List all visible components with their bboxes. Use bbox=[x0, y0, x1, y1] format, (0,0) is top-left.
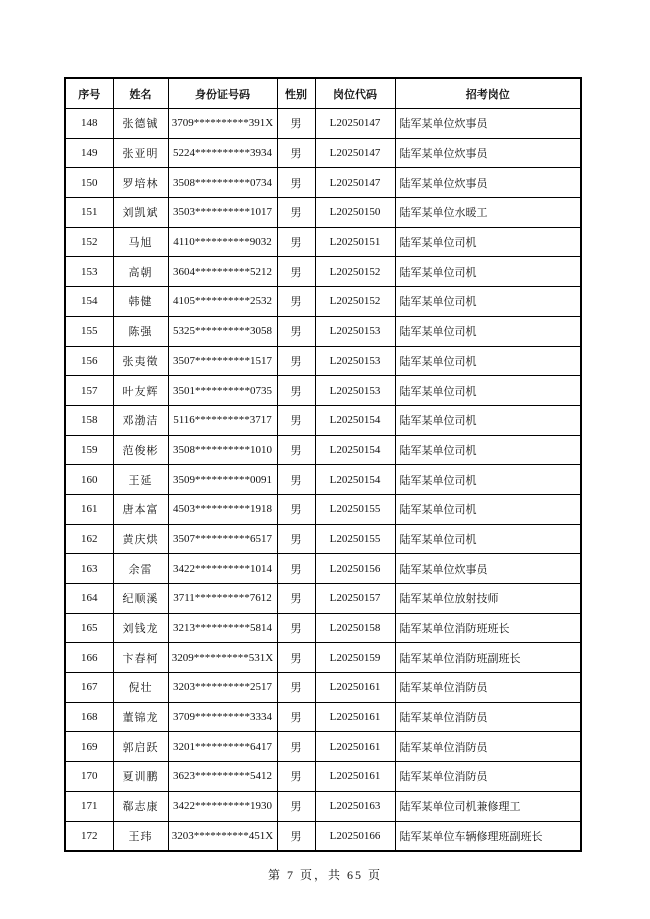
position-cell: 陆军某单位炊事员 bbox=[395, 554, 581, 584]
table-row bbox=[65, 346, 581, 376]
name-cell: 罗培林 bbox=[113, 168, 168, 198]
table-row bbox=[65, 554, 581, 584]
gender-cell: 男 bbox=[277, 316, 315, 346]
job-code-cell: L20250154 bbox=[315, 405, 395, 435]
job-code-cell: L20250151 bbox=[315, 227, 395, 257]
name-cell: 纪顺溪 bbox=[113, 584, 168, 614]
name-cell: 陈强 bbox=[113, 316, 168, 346]
gender-cell: 男 bbox=[277, 584, 315, 614]
position-cell: 陆军某单位消防班班长 bbox=[395, 613, 581, 643]
gender-cell: 男 bbox=[277, 405, 315, 435]
gender-cell: 男 bbox=[277, 643, 315, 673]
table-row bbox=[65, 109, 581, 139]
position-cell: 陆军某单位车辆修理班副班长 bbox=[395, 821, 581, 851]
serial-cell: 151 bbox=[65, 198, 113, 228]
job-code-cell: L20250147 bbox=[315, 109, 395, 139]
gender-cell: 男 bbox=[277, 762, 315, 792]
gender-cell: 男 bbox=[277, 435, 315, 465]
position-cell: 陆军某单位司机 bbox=[395, 494, 581, 524]
job-code-cell: L20250163 bbox=[315, 791, 395, 821]
table-row bbox=[65, 198, 581, 228]
serial-cell: 161 bbox=[65, 494, 113, 524]
name-cell: 董锦龙 bbox=[113, 702, 168, 732]
header-serial: 序号 bbox=[65, 78, 113, 109]
name-cell: 郗志康 bbox=[113, 791, 168, 821]
job-code-cell: L20250161 bbox=[315, 762, 395, 792]
position-cell: 陆军某单位炊事员 bbox=[395, 109, 581, 139]
table-row bbox=[65, 732, 581, 762]
name-cell: 王延 bbox=[113, 465, 168, 495]
gender-cell: 男 bbox=[277, 791, 315, 821]
id-number-cell: 3501**********0735 bbox=[168, 376, 277, 406]
serial-cell: 152 bbox=[65, 227, 113, 257]
serial-cell: 157 bbox=[65, 376, 113, 406]
id-number-cell: 3422**********1930 bbox=[168, 791, 277, 821]
table-row bbox=[65, 287, 581, 317]
id-number-cell: 3201**********6417 bbox=[168, 732, 277, 762]
name-cell: 郭启跃 bbox=[113, 732, 168, 762]
position-cell: 陆军某单位司机 bbox=[395, 465, 581, 495]
table-row bbox=[65, 821, 581, 851]
job-code-cell: L20250155 bbox=[315, 494, 395, 524]
job-code-cell: L20250161 bbox=[315, 702, 395, 732]
name-cell: 马旭 bbox=[113, 227, 168, 257]
serial-cell: 166 bbox=[65, 643, 113, 673]
position-cell: 陆军某单位司机 bbox=[395, 257, 581, 287]
gender-cell: 男 bbox=[277, 227, 315, 257]
position-cell: 陆军某单位司机 bbox=[395, 435, 581, 465]
header-position: 招考岗位 bbox=[395, 78, 581, 109]
table-row bbox=[65, 405, 581, 435]
name-cell: 余雷 bbox=[113, 554, 168, 584]
job-code-cell: L20250166 bbox=[315, 821, 395, 851]
job-code-cell: L20250152 bbox=[315, 257, 395, 287]
position-cell: 陆军某单位炊事员 bbox=[395, 138, 581, 168]
header-name: 姓名 bbox=[113, 78, 168, 109]
gender-cell: 男 bbox=[277, 673, 315, 703]
id-number-cell: 3203**********2517 bbox=[168, 673, 277, 703]
serial-cell: 154 bbox=[65, 287, 113, 317]
name-cell: 王玮 bbox=[113, 821, 168, 851]
gender-cell: 男 bbox=[277, 702, 315, 732]
name-cell: 叶友辉 bbox=[113, 376, 168, 406]
id-number-cell: 3508**********1010 bbox=[168, 435, 277, 465]
gender-cell: 男 bbox=[277, 138, 315, 168]
name-cell: 唐本富 bbox=[113, 494, 168, 524]
gender-cell: 男 bbox=[277, 168, 315, 198]
job-code-cell: L20250159 bbox=[315, 643, 395, 673]
gender-cell: 男 bbox=[277, 346, 315, 376]
position-cell: 陆军某单位放射技师 bbox=[395, 584, 581, 614]
name-cell: 倪壮 bbox=[113, 673, 168, 703]
name-cell: 张夷徵 bbox=[113, 346, 168, 376]
id-number-cell: 3709**********3334 bbox=[168, 702, 277, 732]
job-code-cell: L20250158 bbox=[315, 613, 395, 643]
table-row bbox=[65, 702, 581, 732]
job-code-cell: L20250154 bbox=[315, 435, 395, 465]
table-row bbox=[65, 376, 581, 406]
position-cell: 陆军某单位消防员 bbox=[395, 702, 581, 732]
id-number-cell: 4105**********2532 bbox=[168, 287, 277, 317]
gender-cell: 男 bbox=[277, 198, 315, 228]
job-code-cell: L20250154 bbox=[315, 465, 395, 495]
job-code-cell: L20250153 bbox=[315, 376, 395, 406]
table-row bbox=[65, 138, 581, 168]
position-cell: 陆军某单位炊事员 bbox=[395, 168, 581, 198]
serial-cell: 171 bbox=[65, 791, 113, 821]
header-id-number: 身份证号码 bbox=[168, 78, 277, 109]
serial-cell: 163 bbox=[65, 554, 113, 584]
id-number-cell: 4503**********1918 bbox=[168, 494, 277, 524]
id-number-cell: 3503**********1017 bbox=[168, 198, 277, 228]
position-cell: 陆军某单位司机兼修理工 bbox=[395, 791, 581, 821]
serial-cell: 162 bbox=[65, 524, 113, 554]
id-number-cell: 3507**********6517 bbox=[168, 524, 277, 554]
serial-cell: 158 bbox=[65, 405, 113, 435]
job-code-cell: L20250161 bbox=[315, 732, 395, 762]
position-cell: 陆军某单位司机 bbox=[395, 346, 581, 376]
position-cell: 陆军某单位司机 bbox=[395, 524, 581, 554]
name-cell: 刘钱龙 bbox=[113, 613, 168, 643]
id-number-cell: 3509**********0091 bbox=[168, 465, 277, 495]
id-number-cell: 5325**********3058 bbox=[168, 316, 277, 346]
table-row bbox=[65, 613, 581, 643]
id-number-cell: 3508**********0734 bbox=[168, 168, 277, 198]
job-code-cell: L20250152 bbox=[315, 287, 395, 317]
job-code-cell: L20250147 bbox=[315, 138, 395, 168]
job-code-cell: L20250150 bbox=[315, 198, 395, 228]
header-gender: 性别 bbox=[277, 78, 315, 109]
name-cell: 韩健 bbox=[113, 287, 168, 317]
gender-cell: 男 bbox=[277, 376, 315, 406]
id-number-cell: 3711**********7612 bbox=[168, 584, 277, 614]
table-row bbox=[65, 494, 581, 524]
gender-cell: 男 bbox=[277, 494, 315, 524]
table-row bbox=[65, 524, 581, 554]
gender-cell: 男 bbox=[277, 465, 315, 495]
gender-cell: 男 bbox=[277, 613, 315, 643]
serial-cell: 167 bbox=[65, 673, 113, 703]
gender-cell: 男 bbox=[277, 821, 315, 851]
table-row bbox=[65, 465, 581, 495]
name-cell: 卞春柯 bbox=[113, 643, 168, 673]
position-cell: 陆军某单位水暖工 bbox=[395, 198, 581, 228]
serial-cell: 156 bbox=[65, 346, 113, 376]
gender-cell: 男 bbox=[277, 287, 315, 317]
table-row bbox=[65, 257, 581, 287]
id-number-cell: 3623**********5412 bbox=[168, 762, 277, 792]
table-row bbox=[65, 584, 581, 614]
table-row bbox=[65, 227, 581, 257]
table-row bbox=[65, 435, 581, 465]
position-cell: 陆军某单位消防员 bbox=[395, 732, 581, 762]
id-number-cell: 3209**********531X bbox=[168, 643, 277, 673]
id-number-cell: 3213**********5814 bbox=[168, 613, 277, 643]
serial-cell: 150 bbox=[65, 168, 113, 198]
name-cell: 张亚明 bbox=[113, 138, 168, 168]
recruitment-roster-table bbox=[64, 77, 582, 852]
id-number-cell: 5116**********3717 bbox=[168, 405, 277, 435]
id-number-cell: 3507**********1517 bbox=[168, 346, 277, 376]
gender-cell: 男 bbox=[277, 554, 315, 584]
name-cell: 黄庆烘 bbox=[113, 524, 168, 554]
serial-cell: 148 bbox=[65, 109, 113, 139]
page-number-footer: 第 7 页，共 65 页 bbox=[267, 868, 382, 882]
serial-cell: 164 bbox=[65, 584, 113, 614]
table-header-row bbox=[65, 78, 581, 109]
id-number-cell: 5224**********3934 bbox=[168, 138, 277, 168]
gender-cell: 男 bbox=[277, 257, 315, 287]
table-row bbox=[65, 316, 581, 346]
header-job-code: 岗位代码 bbox=[315, 78, 395, 109]
name-cell: 张德铖 bbox=[113, 109, 168, 139]
id-number-cell: 3604**********5212 bbox=[168, 257, 277, 287]
job-code-cell: L20250153 bbox=[315, 316, 395, 346]
id-number-cell: 3203**********451X bbox=[168, 821, 277, 851]
position-cell: 陆军某单位司机 bbox=[395, 376, 581, 406]
position-cell: 陆军某单位司机 bbox=[395, 316, 581, 346]
serial-cell: 172 bbox=[65, 821, 113, 851]
name-cell: 夏训鹏 bbox=[113, 762, 168, 792]
position-cell: 陆军某单位消防员 bbox=[395, 673, 581, 703]
serial-cell: 165 bbox=[65, 613, 113, 643]
serial-cell: 155 bbox=[65, 316, 113, 346]
table-row bbox=[65, 643, 581, 673]
table-row bbox=[65, 762, 581, 792]
serial-cell: 153 bbox=[65, 257, 113, 287]
job-code-cell: L20250157 bbox=[315, 584, 395, 614]
serial-cell: 170 bbox=[65, 762, 113, 792]
position-cell: 陆军某单位消防班副班长 bbox=[395, 643, 581, 673]
gender-cell: 男 bbox=[277, 732, 315, 762]
position-cell: 陆军某单位司机 bbox=[395, 287, 581, 317]
table-body bbox=[65, 109, 581, 852]
gender-cell: 男 bbox=[277, 524, 315, 554]
gender-cell: 男 bbox=[277, 109, 315, 139]
id-number-cell: 3422**********1014 bbox=[168, 554, 277, 584]
position-cell: 陆军某单位消防员 bbox=[395, 762, 581, 792]
id-number-cell: 4110**********9032 bbox=[168, 227, 277, 257]
name-cell: 邓渤洁 bbox=[113, 405, 168, 435]
name-cell: 范俊彬 bbox=[113, 435, 168, 465]
serial-cell: 168 bbox=[65, 702, 113, 732]
table-row bbox=[65, 791, 581, 821]
position-cell: 陆军某单位司机 bbox=[395, 227, 581, 257]
job-code-cell: L20250161 bbox=[315, 673, 395, 703]
id-number-cell: 3709**********391X bbox=[168, 109, 277, 139]
serial-cell: 149 bbox=[65, 138, 113, 168]
table-row bbox=[65, 168, 581, 198]
name-cell: 刘凯斌 bbox=[113, 198, 168, 228]
position-cell: 陆军某单位司机 bbox=[395, 405, 581, 435]
name-cell: 高朝 bbox=[113, 257, 168, 287]
job-code-cell: L20250155 bbox=[315, 524, 395, 554]
table-row bbox=[65, 673, 581, 703]
job-code-cell: L20250156 bbox=[315, 554, 395, 584]
job-code-cell: L20250153 bbox=[315, 346, 395, 376]
job-code-cell: L20250147 bbox=[315, 168, 395, 198]
serial-cell: 159 bbox=[65, 435, 113, 465]
serial-cell: 160 bbox=[65, 465, 113, 495]
serial-cell: 169 bbox=[65, 732, 113, 762]
